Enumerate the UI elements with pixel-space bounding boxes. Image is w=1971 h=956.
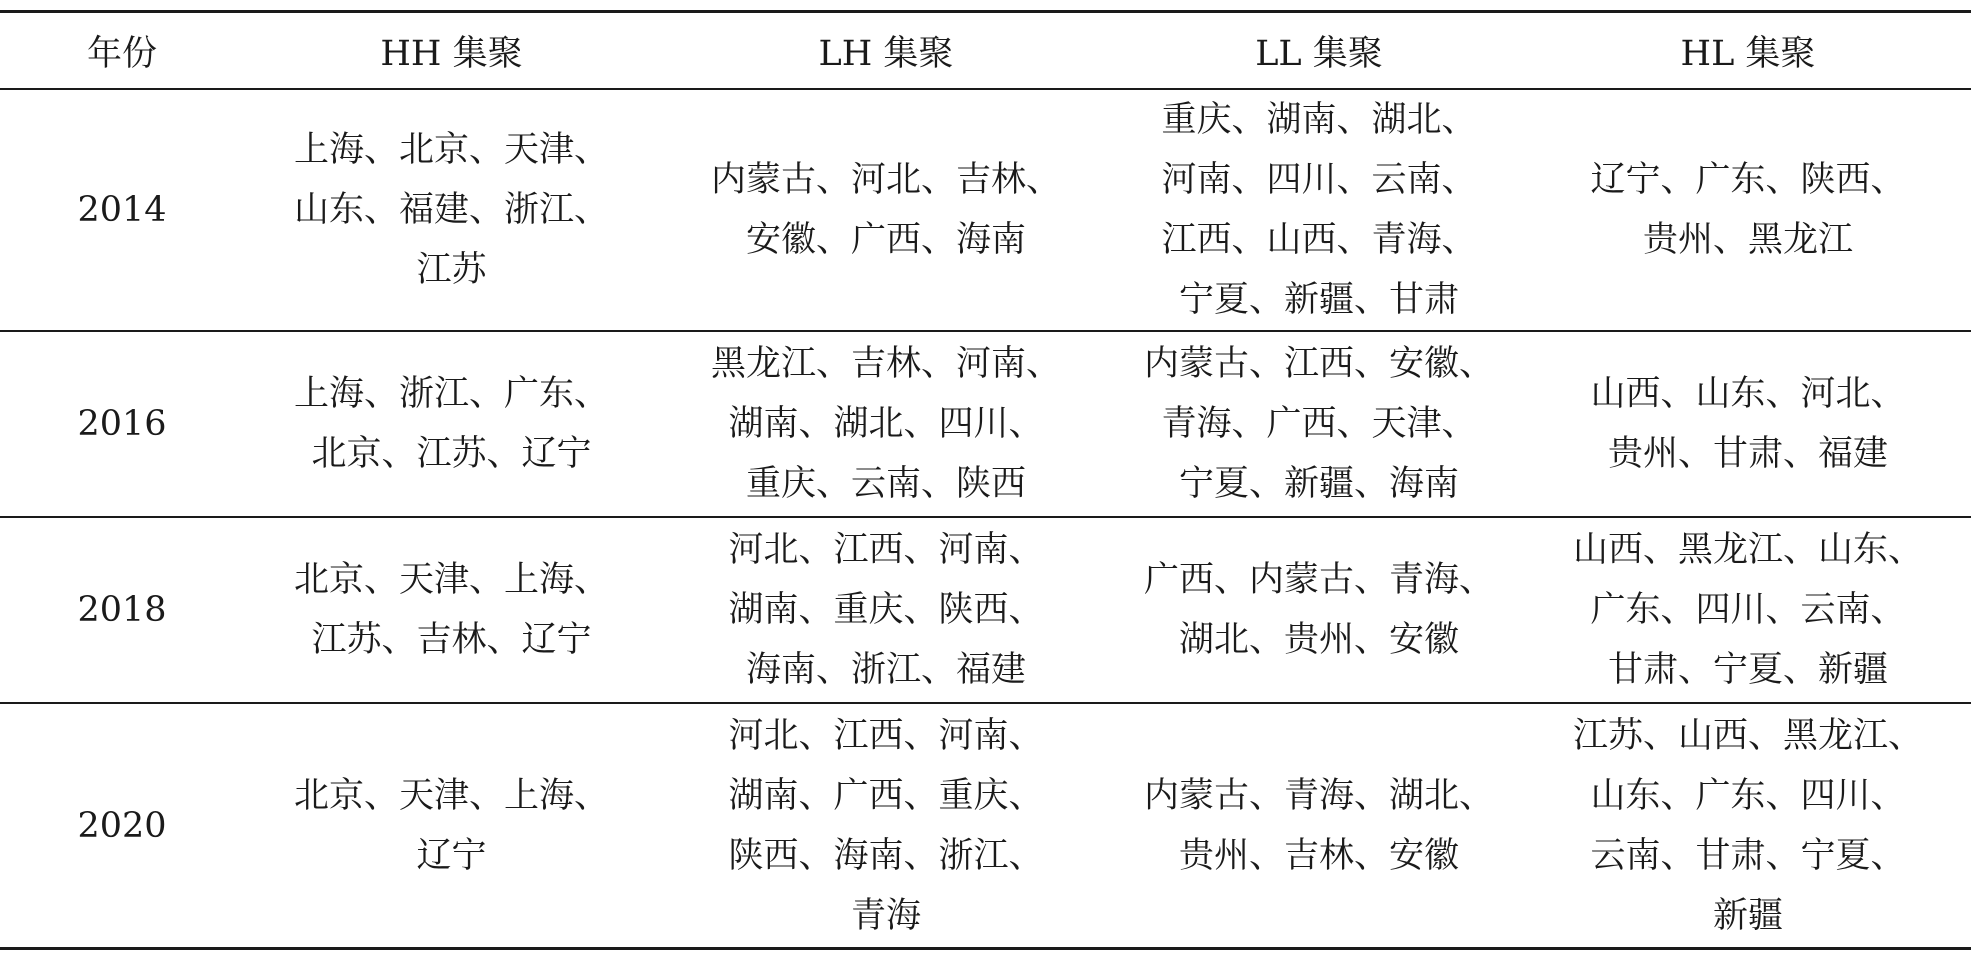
hl-cell	[1525, 89, 1971, 331]
hl-cell	[1525, 703, 1971, 949]
lh-cell	[659, 89, 1113, 331]
hl-provinces: 山西、山东、河北、 贵州、甘肃、福建	[1590, 374, 1906, 474]
lh-provinces: 河北、江西、河南、 湖南、广西、重庆、 陕西、海南、浙江、 青海	[728, 715, 1044, 936]
ll-cell	[1113, 331, 1525, 517]
hh-provinces: 上海、浙江、广东、 北京、江苏、辽宁	[293, 374, 609, 474]
header-row	[0, 12, 1971, 90]
hl-provinces: 江苏、山西、黑龙江、 山东、广东、四川、 云南、甘肃、宁夏、 新疆	[1572, 715, 1923, 936]
header-lh-cluster: LH 集聚	[659, 12, 1113, 90]
hh-provinces: 上海、北京、天津、 山东、福建、浙江、 江苏	[293, 130, 609, 290]
ll-cell	[1113, 517, 1525, 703]
hh-cell	[244, 89, 659, 331]
lh-provinces: 河北、江西、河南、 湖南、重庆、陕西、 海南、浙江、福建	[728, 530, 1044, 690]
table-row	[0, 517, 1971, 703]
table-body	[0, 89, 1971, 949]
table-header	[0, 12, 1971, 90]
ll-cell	[1113, 703, 1525, 949]
year-text: 2014	[77, 190, 167, 230]
hh-cell	[244, 331, 659, 517]
hl-provinces: 山西、黑龙江、山东、 广东、四川、云南、 甘肃、宁夏、新疆	[1572, 530, 1923, 690]
year-text: 2018	[77, 590, 167, 630]
year-cell	[0, 331, 244, 517]
lh-cell	[659, 331, 1113, 517]
year-cell	[0, 703, 244, 949]
header-ll-cluster: LL 集聚	[1113, 12, 1525, 90]
year-cell	[0, 89, 244, 331]
header-hh-cluster: HH 集聚	[244, 12, 659, 90]
ll-cell	[1113, 89, 1525, 331]
hh-cell	[244, 703, 659, 949]
ll-provinces: 内蒙古、江西、安徽、 青海、广西、天津、 宁夏、新疆、海南	[1143, 344, 1494, 504]
hh-provinces: 北京、天津、上海、 辽宁	[293, 775, 609, 876]
table-row	[0, 331, 1971, 517]
hl-cell	[1525, 517, 1971, 703]
year-cell	[0, 517, 244, 703]
hh-cell	[244, 517, 659, 703]
cluster-table-container	[0, 10, 1971, 950]
year-text: 2020	[77, 805, 167, 846]
cluster-table	[0, 10, 1971, 950]
lh-cell	[659, 517, 1113, 703]
lh-provinces: 黑龙江、吉林、河南、 湖南、湖北、四川、 重庆、云南、陕西	[710, 344, 1061, 504]
hh-provinces: 北京、天津、上海、 江苏、吉林、辽宁	[293, 560, 609, 660]
lh-cell	[659, 703, 1113, 949]
header-hl-cluster: HL 集聚	[1525, 12, 1971, 90]
lh-provinces: 内蒙古、河北、吉林、 安徽、广西、海南	[710, 160, 1061, 260]
table-row	[0, 89, 1971, 331]
hl-cell	[1525, 331, 1971, 517]
year-text: 2016	[77, 404, 167, 444]
header-year: 年份	[0, 12, 244, 90]
ll-provinces: 广西、内蒙古、青海、 湖北、贵州、安徽	[1143, 560, 1494, 660]
ll-provinces: 重庆、湖南、湖北、 河南、四川、云南、 江西、山西、青海、 宁夏、新疆、甘肃	[1161, 100, 1477, 320]
table-row	[0, 703, 1971, 949]
ll-provinces: 内蒙古、青海、湖北、 贵州、吉林、安徽	[1143, 775, 1494, 876]
hl-provinces: 辽宁、广东、陕西、 贵州、黑龙江	[1590, 160, 1906, 260]
